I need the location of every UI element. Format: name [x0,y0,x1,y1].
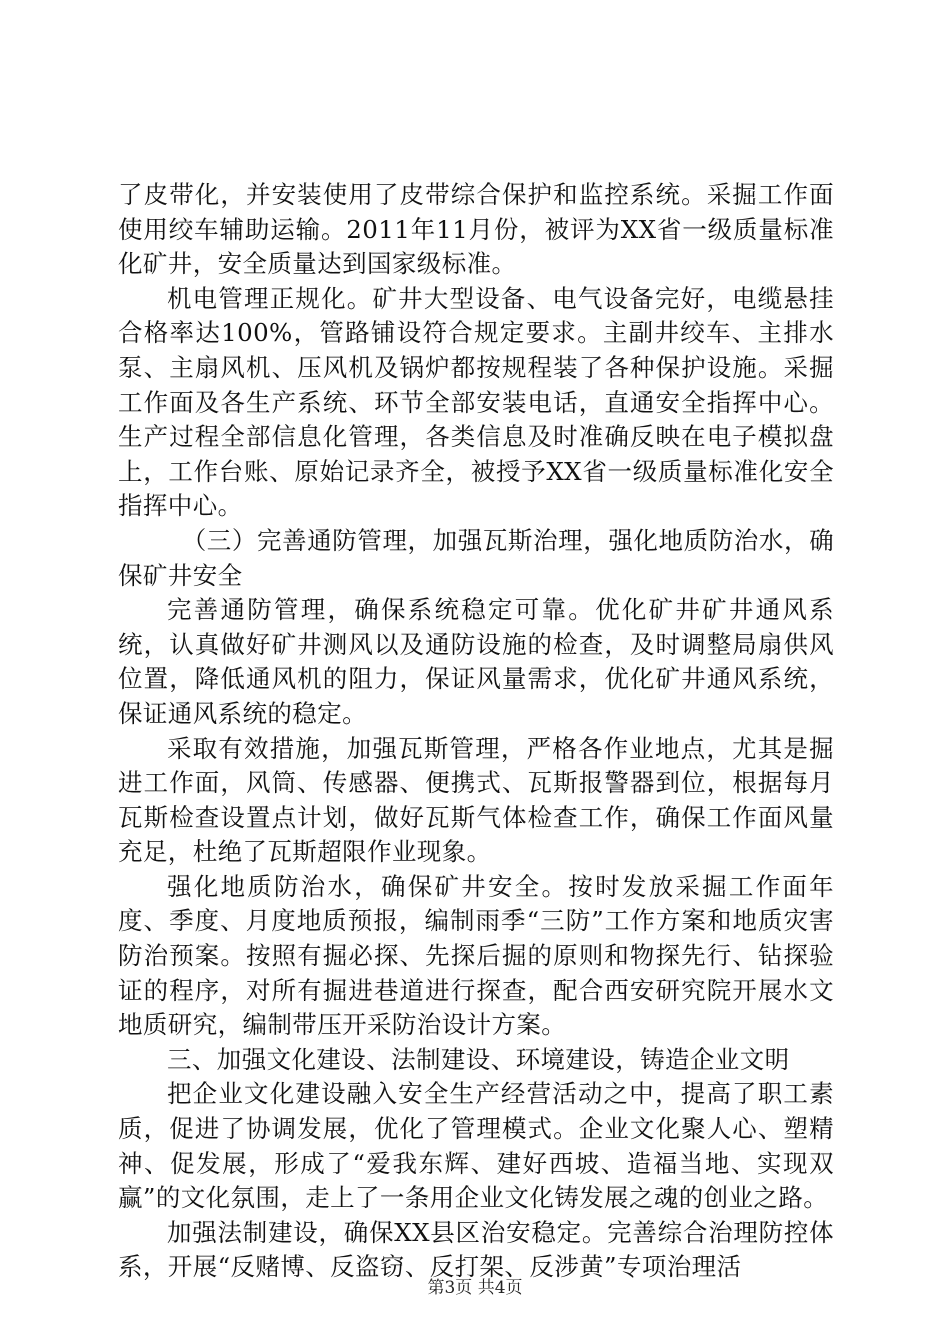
paragraph-continuation: 了皮带化，并安装使用了皮带综合保护和监控系统。采掘工作面使用绞车辅助运输。2011年11月份，被评为XX省一级质量标准化矿井，安全质量达到国家级标准。 [118,180,834,279]
paragraph-ventilation: 完善通防管理，确保系统稳定可靠。优化矿井矿井通风系统，认真做好矿井测风以及通防设施的检查，及时调整局扇供风位置，降低通风机的阻力，保证风量需求，优化矿井通风系统，保证通风系统的稳定。 [118,595,834,728]
page-number-footer: 第3页 共4页 [427,1278,523,1298]
paragraph-water-control: 强化地质防治水，确保矿井安全。按时发放采掘工作面年度、季度、月度地质预报，编制雨季“三防”工作方案和地质灾害防治预案。按照有掘必探、先探后掘的原则和物探先行、钻探验证的程序，对所有掘进巷道进行探查，配合西安研究院开展水文地质研究，编制带压开采防治设计方案。 [118,871,834,1040]
document-body [118,178,834,1285]
section-heading-ventilation: （三）完善通防管理，加强瓦斯治理，强化地质防治水，确保矿井安全 [118,525,834,590]
paragraph-culture: 把企业文化建设融入安全生产经营活动之中，提高了职工素质，促进了协调发展，优化了管理模式。企业文化聚人心、塑精神、促发展，形成了“爱我东辉、建好西坡、造福当地、实现双赢”的文化氛围，走上了一条用企业文化铸发展之魂的创业之路。 [118,1079,834,1213]
paragraph-gas-management: 采取有效措施，加强瓦斯管理，严格各作业地点，尤其是掘进工作面，风筒、传感器、便携式、瓦斯报警器到位，根据每月瓦斯检查设置点计划，做好瓦斯气体检查工作，确保工作面风量充足，杜绝了瓦斯超限作业现象。 [118,733,834,867]
section-heading-culture: 三、加强文化建设、法制建设、环境建设，铸造企业文明 [167,1044,790,1074]
paragraph-electromechanical: 机电管理正规化。矿井大型设备、电气设备完好，电缆悬挂合格率达100%，管路铺设符合规定要求。主副井绞车、主排水泵、主扇风机、压风机及锅炉都按规程装了各种保护设施。采掘工作面及各生产系统、环节全部安装电话，直通安全指挥中心。生产过程全部信息化管理，各类信息及时准确反映在电子模拟盘上，工作台账、原始记录齐全，被授予XX省一级质量标准化安全指挥中心。 [118,283,834,521]
paragraph-legal: 加强法制建设，确保XX县区治安稳定。完善综合治理防控体系，开展“反赌博、反盗窃、反打架、反涉黄”专项治理活 [118,1217,834,1282]
